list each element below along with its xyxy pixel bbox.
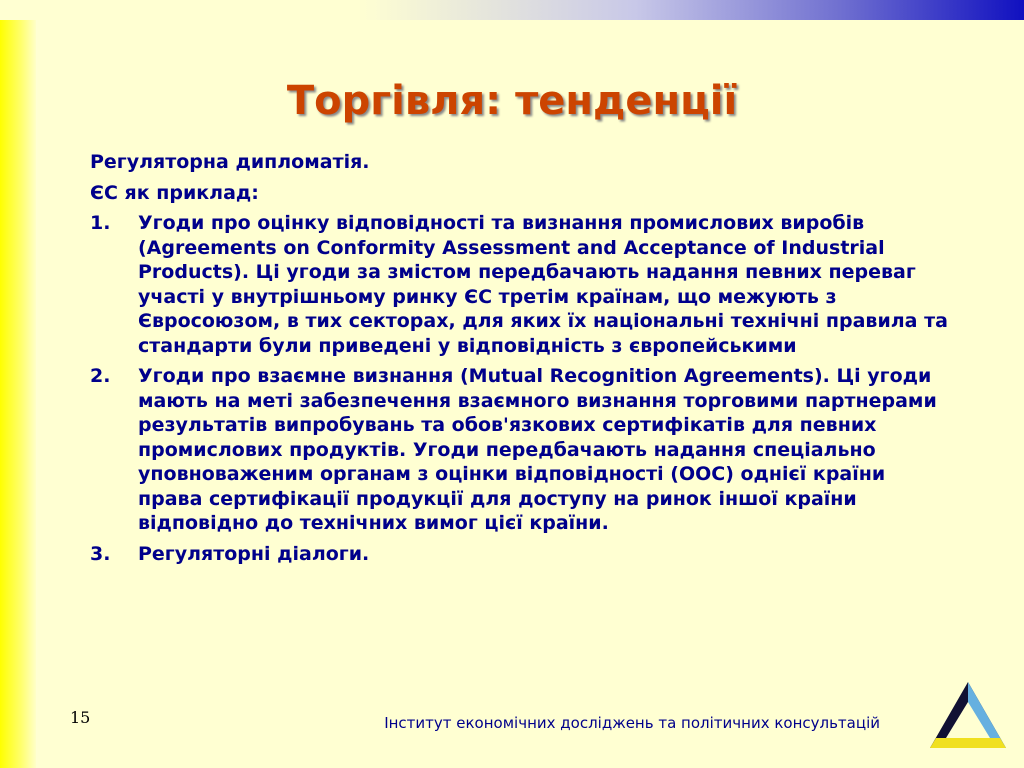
list-number-2: 2. [90,365,111,387]
slide-content [90,150,950,572]
list-number-3: 3. [90,542,111,565]
page-number: 15 [70,708,91,727]
slide-title: Торгівля: тенденції [286,78,738,124]
top-gradient-band [0,0,1024,20]
list-number-1: 1. [90,212,111,234]
triangle-logo-icon [928,680,1008,750]
intro-line-1: Регуляторна дипломатія. [90,151,370,173]
list-item-3 [90,542,950,567]
intro-line-2: ЄС як приклад: [90,181,259,204]
list-text-1: Угоди про оцінку відповідності та визнання промислових виробів (Agreements on Conformity Assessment and Acceptance of Industrial Products). Ці угоди за змістом передбачають надання певних переваг участі у внутрішньому ринку ЄС третім країнам, що межують з Євросоюзом, в тих секторах, для яких їх національні технічні правила та стандарти були приведені у відповідність з європейськими [138,212,948,357]
list-text-2: Угоди про взаємне визнання (Mutual Recognition Agreements). Ці угоди мають на меті забезпечення взаємного визнання торговими партнерами результатів випробувань та обов'язкових сертифікатів для певних промислових продуктів. Угоди передбачають надання спеціально уповноваженим органам з оцінки відповідності (ООС) однієї країни права сертифікації продукції для доступу на ринок іншої країни відповідно до технічних вимог цієї країни. [138,365,937,534]
list-text-3: Регуляторні діалоги. [138,542,370,565]
list-item-1 [90,211,950,358]
list-item-2 [90,364,950,536]
footer-institute: Інститут економічних досліджень та політичних консультацій [384,714,880,732]
